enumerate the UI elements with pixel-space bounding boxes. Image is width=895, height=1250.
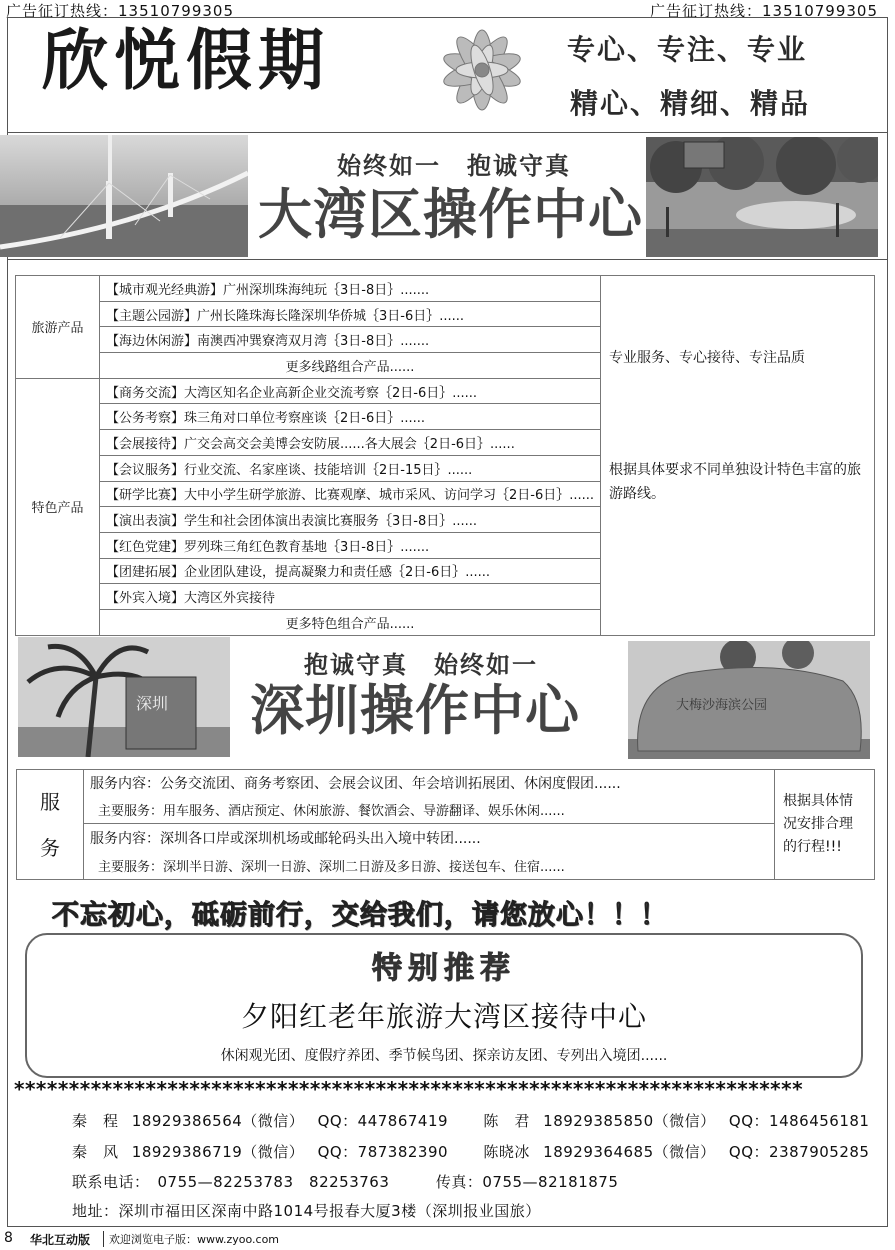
service-note: 根据具体情况安排合理的行程!!! (775, 770, 875, 880)
contact-name: 陈晓冰 (483, 1143, 530, 1161)
contact-qq: QQ：787382390 (317, 1143, 449, 1161)
sign-text: 深圳 (136, 694, 169, 713)
product-item: 【演出表演】学生和社会团体演出表演比赛服务｛3日-8日｝...... (100, 507, 601, 533)
contact-name: 秦 程 (72, 1112, 119, 1130)
bay-title: 大湾区操作中心 (258, 183, 643, 246)
phone-fax-line: 联系电话： 0755—82253783 82253763 传真：0755—82181875 (72, 1173, 619, 1191)
publication-name: 华北互动版 (30, 1233, 91, 1247)
contact-qq: QQ：1486456181 (728, 1112, 870, 1130)
service-main: 主要服务：用车服务、酒店预定、休闲旅游、餐饮酒会、导游翻译、娱乐休闲...... (84, 797, 775, 824)
shenzhen-title: 深圳操作中心 (250, 679, 580, 742)
contact-name: 秦 风 (72, 1143, 119, 1161)
hotline-number: 13510799305 (762, 2, 878, 20)
service-main: 主要服务：深圳半日游、深圳一日游、深圳二日游及多日游、接送包车、住宿...... (84, 853, 775, 880)
recommend-title: 特别推荐 (372, 951, 516, 986)
hotline-label: 广告征订热线： (6, 2, 119, 20)
contact-row-2 (72, 1141, 869, 1162)
stone-text: 大梅沙海滨公园 (676, 698, 768, 713)
product-item: 【商务交流】大湾区知名企业高新企业交流考察｛2日-6日｝...... (100, 378, 601, 404)
address-line: 地址：深圳市福田区深南中路1014号报春大厦3楼（深圳报业国旅） (72, 1202, 541, 1220)
contact-phone: 18929385850（微信） (543, 1112, 716, 1130)
bridge-photo (0, 135, 248, 257)
contact-phone: 18929364685（微信） (543, 1143, 716, 1161)
product-notes (601, 276, 875, 636)
contact-qq: QQ：2387905285 (728, 1143, 870, 1161)
product-item: 【团建拓展】企业团队建设，提高凝聚力和责任感｛2日-6日｝...... (100, 558, 601, 584)
product-item: 【城市观光经典游】广州深圳珠海纯玩｛3日-8日｝....... (100, 276, 601, 302)
category-travel: 旅游产品 (16, 276, 100, 379)
product-item: 【红色党建】罗列珠三角红色教育基地｛3日-8日｝....... (100, 532, 601, 558)
shenzhen-subtitle: 抱诚守真 始终如一 (304, 651, 538, 679)
contact-phone: 18929386564（微信） (131, 1112, 305, 1130)
slogan-line-1: 专心、专注、专业 (567, 33, 808, 66)
banner-divider (7, 259, 888, 260)
product-more: 更多线路组合产品...... (100, 353, 601, 379)
service-table (16, 769, 875, 880)
service-label-2: 务 (40, 835, 60, 860)
service-label-1: 服 (40, 789, 60, 814)
palm-sign-photo (18, 637, 230, 757)
hotline-number: 13510799305 (118, 2, 234, 20)
product-item: 【海边休闲游】南澳西冲巽寮湾双月湾｛3日-8日｝....... (100, 327, 601, 353)
note-bottom: 根据具体要求不同单独设计特色丰富的旅游路线。 (609, 462, 862, 502)
product-item: 【会议服务】行业交流、名家座谈、技能培训｛2日-15日｝...... (100, 455, 601, 481)
product-item: 【外宾入境】大湾区外宾接待 (100, 584, 601, 610)
hotline-label: 广告征订热线： (650, 2, 763, 20)
stone-photo (628, 641, 870, 759)
motto-slogan: 不忘初心，砥砺前行，交给我们，请您放心！！！ (52, 900, 668, 931)
slogan-line-2: 精心、精细、精品 (570, 87, 811, 120)
service-label (17, 770, 84, 880)
flower-icon (425, 20, 540, 120)
footer-note: 欢迎浏览电子版：www.zyoo.com (103, 1231, 279, 1247)
service-content: 服务内容：公务交流团、商务考察团、会展会议团、年会培训拓展团、休闲度假团...... (84, 770, 775, 797)
bay-subtitle: 始终如一 抱诚守真 (337, 152, 571, 180)
brand-title: 欣悦假期 (42, 22, 330, 99)
service-content: 服务内容：深圳各口岸或深圳机场或邮轮码头出入境中转团...... (84, 824, 775, 853)
contact-row-1 (72, 1110, 869, 1131)
page-number: 8 (4, 1230, 13, 1246)
star-divider: ************************************************************************ (14, 1077, 804, 1101)
product-item: 【会展接待】广交会高交会美博会安防展......各大展会｛2日-6日｝...... (100, 430, 601, 456)
product-table (15, 275, 875, 636)
contact-phone: 18929386719（微信） (131, 1143, 305, 1161)
product-item: 【主题公园游】广州长隆珠海长隆深圳华侨城｛3日-6日｝...... (100, 301, 601, 327)
contact-qq: QQ：447867419 (317, 1112, 449, 1130)
header-divider (7, 132, 888, 133)
park-photo (646, 137, 878, 257)
note-top: 专业服务、专心接待、专注品质 (609, 350, 806, 366)
category-special: 特色产品 (16, 378, 100, 635)
contact-name: 陈 君 (483, 1112, 530, 1130)
product-more: 更多特色组合产品...... (100, 609, 601, 635)
product-item: 【公务考察】珠三角对口单位考察座谈｛2日-6日｝...... (100, 404, 601, 430)
recommend-desc: 休闲观光团、度假疗养团、季节候鸟团、探亲访友团、专列出入境团...... (220, 1048, 668, 1064)
recommend-name: 夕阳红老年旅游大湾区接待中心 (240, 1000, 647, 1033)
product-item: 【研学比赛】大中小学生研学旅游、比赛观摩、城市采风、访问学习｛2日-6日｝...... (100, 481, 601, 507)
